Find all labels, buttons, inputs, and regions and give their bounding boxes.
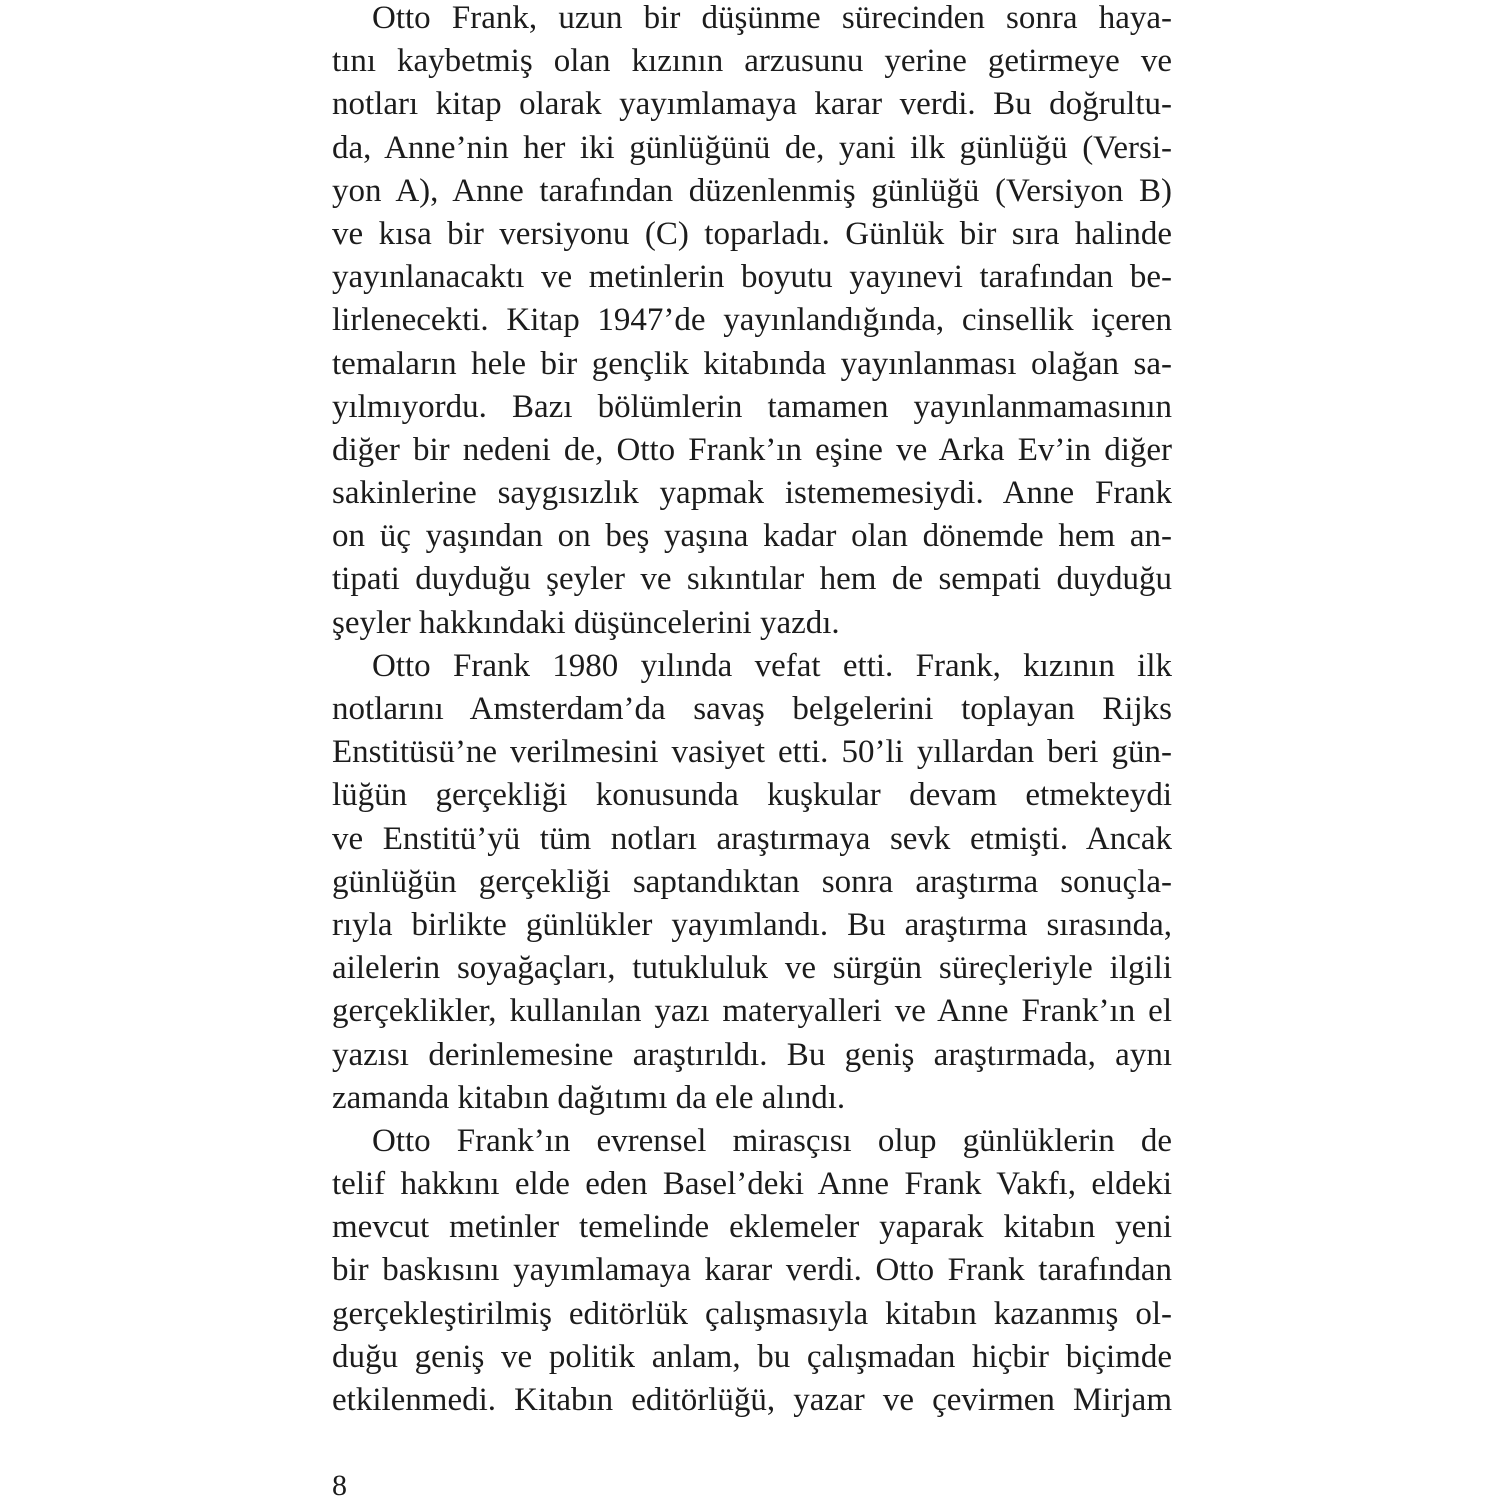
text-line: diğer bir nedeni de, Otto Frank’ın eşine ve Arka Ev’in diğer — [332, 431, 1172, 468]
text-line: da, Anne’nin her iki günlüğünü de, yani ilk günlüğü (Versi- — [332, 129, 1172, 166]
text-line: yılmıyordu. Bazı bölümlerin tamamen yayınlanmamasının — [332, 388, 1172, 425]
text-line: duğu geniş ve politik anlam, bu çalışmadan hiçbir biçimde — [332, 1338, 1172, 1375]
text-line: yayınlanacaktı ve metinlerin boyutu yayınevi tarafından be- — [332, 259, 1172, 296]
text-line: yazısı derinlemesine araştırıldı. Bu geniş araştırmada, aynı — [332, 1036, 1172, 1073]
text-line: on üç yaşından on beş yaşına kadar olan dönemde hem an- — [332, 518, 1172, 555]
paragraph — [332, 645, 1172, 1120]
text-line: yon A), Anne tarafından düzenlenmiş günlüğü (Versiyon B) — [332, 172, 1172, 209]
text-line: zamanda kitabın dağıtımı da ele alındı. — [332, 1079, 846, 1116]
text-line: mevcut metinler temelinde eklemeler yaparak kitabın yeni — [332, 1209, 1172, 1246]
text-line: Otto Frank 1980 yılında vefat etti. Frank, kızının ilk — [372, 647, 1172, 684]
text-line: telif hakkını elde eden Basel’deki Anne Frank Vakfı, eldeki — [332, 1166, 1172, 1203]
text-line: notlarını Amsterdam’da savaş belgelerini toplayan Rijks — [332, 691, 1172, 727]
page-number: 8 — [332, 1469, 347, 1502]
text-line: temaların hele bir gençlik kitabında yayınlanması olağan sa- — [332, 345, 1172, 382]
text-line: ailelerin soyağaçları, tutukluluk ve sürgün süreçleriyle ilgili — [332, 950, 1172, 987]
text-line: gerçekleştirilmiş editörlük çalışmasıyla kitabın kazanmış ol- — [332, 1295, 1172, 1332]
text-line: günlüğün gerçekliği saptandıktan sonra araştırma sonuçla- — [332, 863, 1172, 900]
text-line: lirlenecekti. Kitap 1947’de yayınlandığında, cinsellik içeren — [332, 302, 1172, 339]
text-line: tipati duyduğu şeyler ve sıkıntılar hem de sempati duyduğu — [332, 561, 1172, 598]
text-line: gerçeklikler, kullanılan yazı materyalleri ve Anne Frank’ın el — [332, 993, 1172, 1030]
text-line: etkilenmedi. Kitabın editörlüğü, yazar ve çevirmen Mirjam — [332, 1382, 1172, 1418]
text-line: rıyla birlikte günlükler yayımlandı. Bu araştırma sırasında, — [332, 906, 1172, 943]
body-text — [332, 0, 1172, 1422]
text-line: Otto Frank’ın evrensel mirasçısı olup günlüklerin de — [372, 1122, 1172, 1159]
paragraph — [332, 0, 1172, 645]
text-line: şeyler hakkındaki düşüncelerini yazdı. — [332, 604, 840, 641]
text-line: ve kısa bir versiyonu (C) toparladı. Günlük bir sıra halinde — [332, 215, 1172, 252]
text-line: sakinlerine saygısızlık yapmak istememesiydi. Anne Frank — [332, 475, 1172, 512]
text-line: tını kaybetmiş olan kızının arzusunu yerine getirmeye ve — [332, 43, 1172, 80]
text-line: notları kitap olarak yayımlamaya karar verdi. Bu doğrultu- — [332, 86, 1172, 123]
text-line: Otto Frank, uzun bir düşünme sürecinden sonra haya- — [372, 0, 1172, 36]
text-line: bir baskısını yayımlamaya karar verdi. Otto Frank tarafından — [332, 1252, 1172, 1289]
paragraph — [332, 1120, 1172, 1422]
text-line: lüğün gerçekliği konusunda kuşkular devam etmekteydi — [332, 777, 1172, 814]
text-line: Enstitüsü’ne verilmesini vasiyet etti. 50’li yıllardan beri gün- — [332, 734, 1172, 771]
text-line: ve Enstitü’yü tüm notları araştırmaya sevk etmişti. Ancak — [332, 820, 1172, 857]
